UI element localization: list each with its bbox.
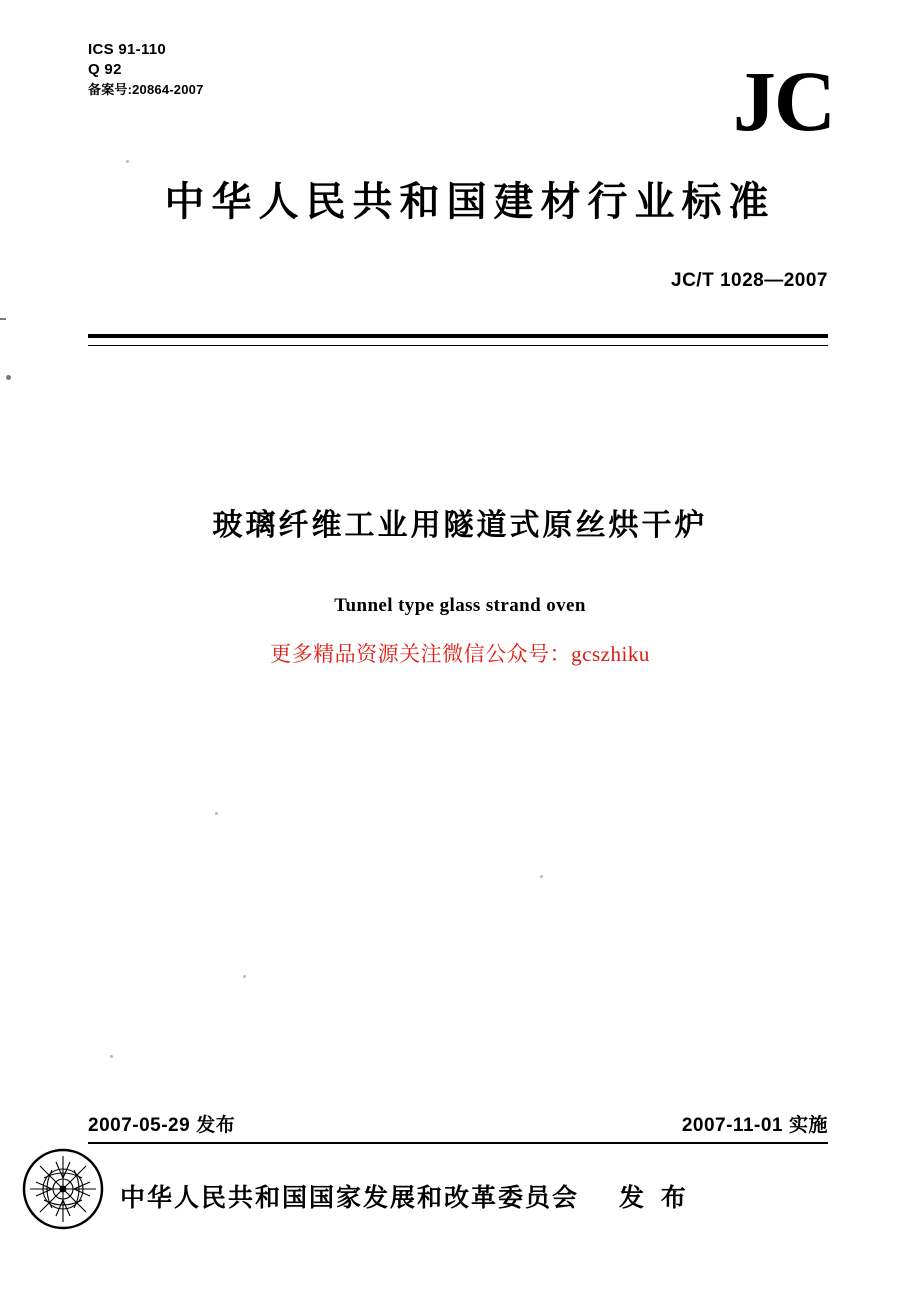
publish-date-label: 发布 bbox=[196, 1114, 236, 1136]
scan-speck bbox=[540, 875, 543, 878]
classification-code: Q 92 bbox=[88, 61, 122, 79]
implement-date-value: 2007-11-01 bbox=[681, 1115, 783, 1136]
jc-logo: JC bbox=[732, 53, 834, 149]
national-emblem-icon bbox=[22, 1148, 104, 1230]
divider-thick bbox=[88, 334, 828, 338]
page-title: 中华人民共和国建材行业标准 bbox=[164, 179, 776, 225]
title-english: Tunnel type glass strand oven bbox=[334, 595, 586, 616]
publish-date bbox=[88, 1110, 235, 1137]
title-chinese: 玻璃纤维工业用隧道式原丝烘干炉 bbox=[212, 508, 708, 543]
issuer-verb: 发 布 bbox=[619, 1183, 690, 1212]
record-number: 备案号:20864-2007 bbox=[88, 81, 204, 97]
scan-speck bbox=[126, 160, 129, 163]
ics-code: ICS 91-110 bbox=[88, 41, 167, 58]
publish-date-value: 2007-05-29 bbox=[88, 1115, 191, 1136]
issuer-name: 中华人民共和国国家发展和改革委员会 bbox=[120, 1183, 580, 1212]
scan-speck bbox=[215, 812, 218, 815]
promo-watermark-text: 更多精品资源关注微信公众号：gcszhiku bbox=[270, 642, 650, 666]
scan-speck bbox=[243, 975, 246, 978]
scan-speck bbox=[110, 1055, 113, 1058]
classification-codes bbox=[88, 40, 204, 98]
implement-date bbox=[682, 1110, 828, 1137]
scan-edge-mark bbox=[0, 318, 6, 320]
issuer-line bbox=[120, 1178, 690, 1214]
divider-footer bbox=[88, 1142, 828, 1144]
implement-date-label: 实施 bbox=[788, 1114, 828, 1136]
divider-thin bbox=[88, 345, 828, 346]
standard-number: JC/T 1028—2007 bbox=[671, 270, 828, 291]
scan-edge-mark bbox=[6, 375, 11, 380]
